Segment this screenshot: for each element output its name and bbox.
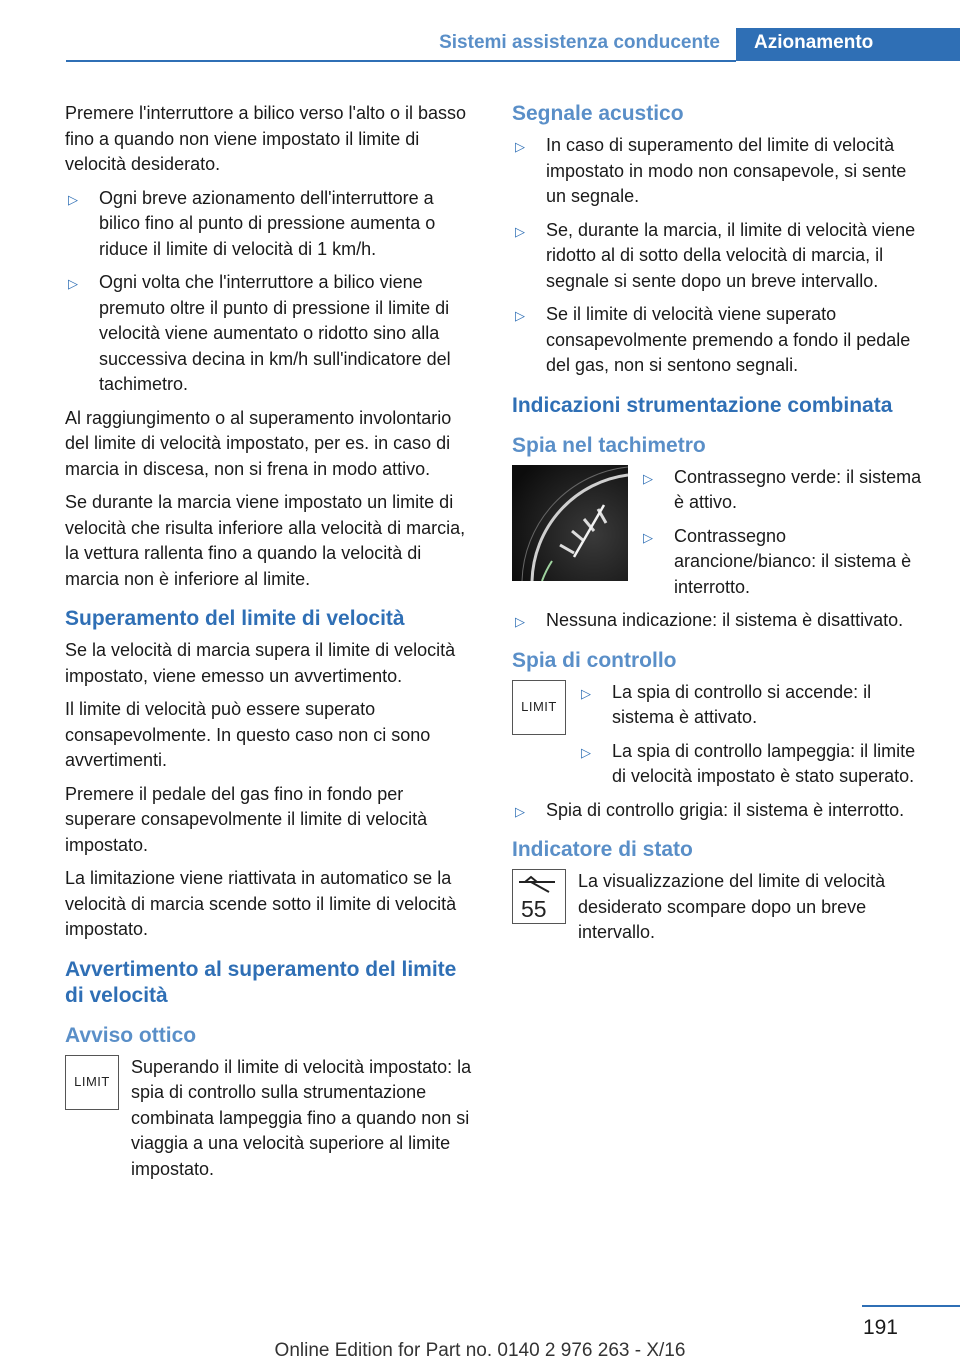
header-chapter-tab: Azionamento <box>736 28 960 61</box>
triangle-bullet-icon: ▷ <box>515 223 525 239</box>
paragraph: La limitazione viene riattivata in automatico se la velocità di marcia scende sotto il limite di velocità impostato. <box>65 868 457 939</box>
tachimetro-block <box>512 465 930 601</box>
right-column <box>512 101 930 946</box>
indicatore-block <box>512 869 930 946</box>
heading-segnale-acustico: Segnale acustico <box>512 102 684 125</box>
triangle-bullet-icon: ▷ <box>643 470 653 486</box>
page-number: 191 <box>862 1316 898 1339</box>
status-indicator-icon <box>512 869 566 924</box>
speedometer-icon <box>512 465 628 581</box>
paragraph: Se durante la marcia viene impostato un limite di velocità che risulta inferiore alla velocità di marcia, la vettura rallenta fino a quando la velocità di marcia non è inferiore al limite. <box>65 492 466 589</box>
list-item: ▷ Ogni breve azionamento dell'interruttore a bilico fino al punto di pressione aumenta o riduce il limite di velocità di 1 km/h. <box>68 187 436 259</box>
triangle-bullet-icon: ▷ <box>68 276 78 291</box>
paragraph: Al raggiungimento o al superamento involontario del limite di velocità impostato, per es. in caso di marcia in discesa, non si frena in modo attivo. <box>65 407 452 479</box>
triangle-bullet-icon: ▷ <box>515 139 525 154</box>
controllo-bullets <box>578 680 930 790</box>
controllo-block <box>512 680 930 790</box>
triangle-bullet-icon: ▷ <box>581 685 591 701</box>
page-header <box>66 28 960 61</box>
avviso-block <box>65 1055 477 1183</box>
controllo-extra-bullet <box>512 798 930 824</box>
speedometer-image <box>512 465 628 581</box>
heading-avvertimento: Avvertimento al superamento del limite di velocità <box>65 957 457 1007</box>
list-item: ▷ Spia di controllo grigia: il sistema è interrotto. <box>512 798 930 824</box>
list-item: ▷ La spia di controllo si accende: il sistema è attivato. <box>581 681 872 727</box>
heading-spia-controllo: Spia di controllo <box>512 648 677 672</box>
list-item: ▷ Contrassegno verde: il sistema è attivo. <box>643 466 922 512</box>
rocker-bullets <box>65 186 477 398</box>
heading-superamento: Superamento del limite di velocità <box>65 607 405 630</box>
list-item: ▷ La spia di controllo lampeggia: il limite di velocità impostato è stato superato. <box>581 740 916 786</box>
paragraph: Se la velocità di marcia supera il limite di velocità impostato, viene emesso un avvertimento. <box>65 640 456 686</box>
heading-avviso-ottico: Avviso ottico <box>65 1023 197 1047</box>
paragraph: Premere il pedale del gas fino in fondo per superare consapevolmente il limite di velocità impostato. <box>65 783 428 855</box>
list-item: ▷ Se, durante la marcia, il limite di velocità viene ridotto al di sotto della velocità di marcia, il segnale si sente dopo un breve intervallo. <box>515 219 916 291</box>
status-number: 55 <box>521 896 547 922</box>
heading-indicazioni: Indicazioni strumentazione combinata <box>512 393 893 417</box>
list-item: ▷ In caso di superamento del limite di velocità impostato in modo non consapevole, si sente un segnale. <box>515 135 907 206</box>
segnale-bullets <box>512 133 930 379</box>
triangle-bullet-icon: ▷ <box>515 803 525 819</box>
footer-rule <box>862 1305 960 1307</box>
indicatore-text: La visualizzazione del limite di velocità desiderato scompare dopo un breve intervallo. <box>578 871 886 942</box>
triangle-bullet-icon: ▷ <box>68 191 78 207</box>
list-item: ▷ Nessuna indicazione: il sistema è disattivato. <box>512 608 930 634</box>
heading-spia-tachimetro: Spia nel tachimetro <box>512 433 706 457</box>
footer-edition: Online Edition for Part no. 0140 2 976 263 - X/16 <box>274 1340 686 1361</box>
list-item: ▷ Contrassegno arancione/bianco: il sistema è interrotto. <box>643 525 912 597</box>
paragraph: Il limite di velocità può essere superato consapevolmente. In questo caso non ci sono avvertimenti. <box>65 699 431 770</box>
avviso-text: Superando il limite di velocità impostato: la spia di controllo sulla strumentazione combinata lampeggia fino a quando non si viaggia a una velocità superiore al limite impostato. <box>131 1056 472 1179</box>
header-section-title: Sistemi assistenza conducente <box>439 32 720 53</box>
left-column <box>65 101 477 1182</box>
limit-indicator-icon: LIMIT <box>65 1055 119 1110</box>
heading-indicatore-stato: Indicatore di stato <box>512 838 693 861</box>
tachimetro-extra-bullet <box>512 608 930 634</box>
list-item: ▷ Se il limite di velocità viene superato consapevolmente premendo a fondo il pedale del gas, non si sentono segnali. <box>515 304 911 375</box>
intro-paragraph: Premere l'interruttore a bilico verso l'alto o il basso fino a quando non viene impostato il limite di velocità desiderato. <box>65 103 467 174</box>
header-rule <box>66 60 736 62</box>
tachimetro-bullets <box>640 465 930 601</box>
list-item: ▷ Ogni volta che l'interruttore a bilico viene premuto oltre il punto di pressione il limite di velocità viene aumentato o ridotto sino alla successiva decina in km/h sull'indicatore del tachimetro. <box>68 272 451 394</box>
limit-indicator-icon: LIMIT <box>512 680 566 735</box>
triangle-bullet-icon: ▷ <box>643 529 653 545</box>
triangle-bullet-icon: ▷ <box>515 308 525 323</box>
speed-limit-status-icon <box>513 870 565 923</box>
triangle-bullet-icon: ▷ <box>515 614 525 629</box>
triangle-bullet-icon: ▷ <box>581 744 591 760</box>
